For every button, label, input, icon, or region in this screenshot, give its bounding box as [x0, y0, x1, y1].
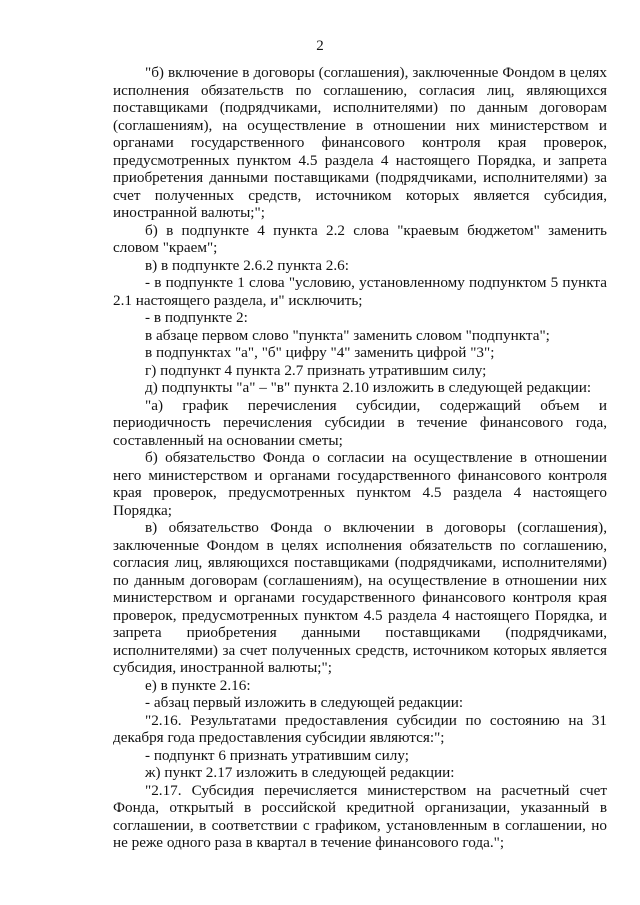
paragraph: ж) пункт 2.17 изложить в следующей редакции: — [145, 764, 455, 781]
paragraph: - в подпункте 1 слова "условию, установленному подпунктом 5 пункта 2.1 настоящего раздела, и" исключить; — [113, 274, 607, 309]
paragraph: в подпунктах "а", "б" цифру "4" заменить цифрой "3"; — [145, 344, 495, 361]
paragraph: - абзац первый изложить в следующей редакции: — [145, 694, 464, 711]
paragraph: - подпункт 6 признать утратившим силу; — [145, 746, 409, 764]
paragraph: б) в подпункте 4 пункта 2.2 слова "краевым бюджетом" заменить словом "краем"; — [113, 221, 607, 256]
paragraph: "б) включение в договоры (соглашения), заключенные Фондом в целях исполнения обязательств по соглашению, согласия лиц, являющихся поставщиками (подрядчиками, исполнителями) по данным договорам (соглашениям), на осуществление в отношении них министерством и органами государственного финансового контроля края проверок, предусмотренных пунктом 4.5 раздела 4 настоящего Порядка, и запрета приобретения данными поставщиками (подрядчиками, исполнителями) за счет полученных средств, источником которых является субсидия, иностранной валюты;"; — [113, 64, 607, 221]
paragraph: "2.17. Субсидия перечисляется министерством на расчетный счет Фонда, открытый в российской кредитной организации, указанный в соглашении, в соответствии с графиком, установленным в соглашении, но не реже одного раза в квартал в течение финансового года."; — [113, 781, 607, 851]
paragraph: - в подпункте 2: — [145, 309, 248, 326]
paragraph: г) подпункт 4 пункта 2.7 признать утратившим силу; — [145, 361, 487, 379]
paragraph: д) подпункты "а" – "в" пункта 2.10 изложить в следующей редакции: — [145, 379, 592, 396]
paragraph: б) обязательство Фонда о согласии на осуществление в отношении него министерством и органами государственного финансового контроля края проверок, предусмотренных пунктом 4.5 раздела 4 настоящего Порядка; — [113, 449, 607, 519]
document-body — [113, 64, 607, 852]
paragraph: "2.16. Результатами предоставления субсидии по состоянию на 31 декабря года предоставления субсидии являются:"; — [113, 711, 607, 746]
page-number: 2 — [316, 38, 324, 54]
paragraph: "а) график перечисления субсидии, содержащий объем и периодичность перечисления субсидии в течение финансового года, составленный на основании сметы; — [113, 396, 607, 449]
paragraph: е) в пункте 2.16: — [145, 676, 251, 694]
paragraph: в) в подпункте 2.6.2 пункта 2.6: — [145, 256, 349, 274]
paragraph: в абзаце первом слово "пункта" заменить словом "подпункта"; — [145, 326, 550, 344]
paragraph: в) обязательство Фонда о включении в договоры (соглашения), заключенные Фондом в целях исполнения обязательств по соглашению, согласия лиц, являющихся поставщиками (подрядчиками, исполнителями) по данным договорам (соглашениям), на осуществление в отношении них министерством и органами государственного финансового контроля края проверок, предусмотренных пунктом 4.5 раздела 4 настоящего Порядка, и запрета приобретения данными поставщиками (подрядчиками, исполнителями) за счет полученных средств, источником которых является субсидия, иностранной валюты;"; — [113, 519, 607, 676]
